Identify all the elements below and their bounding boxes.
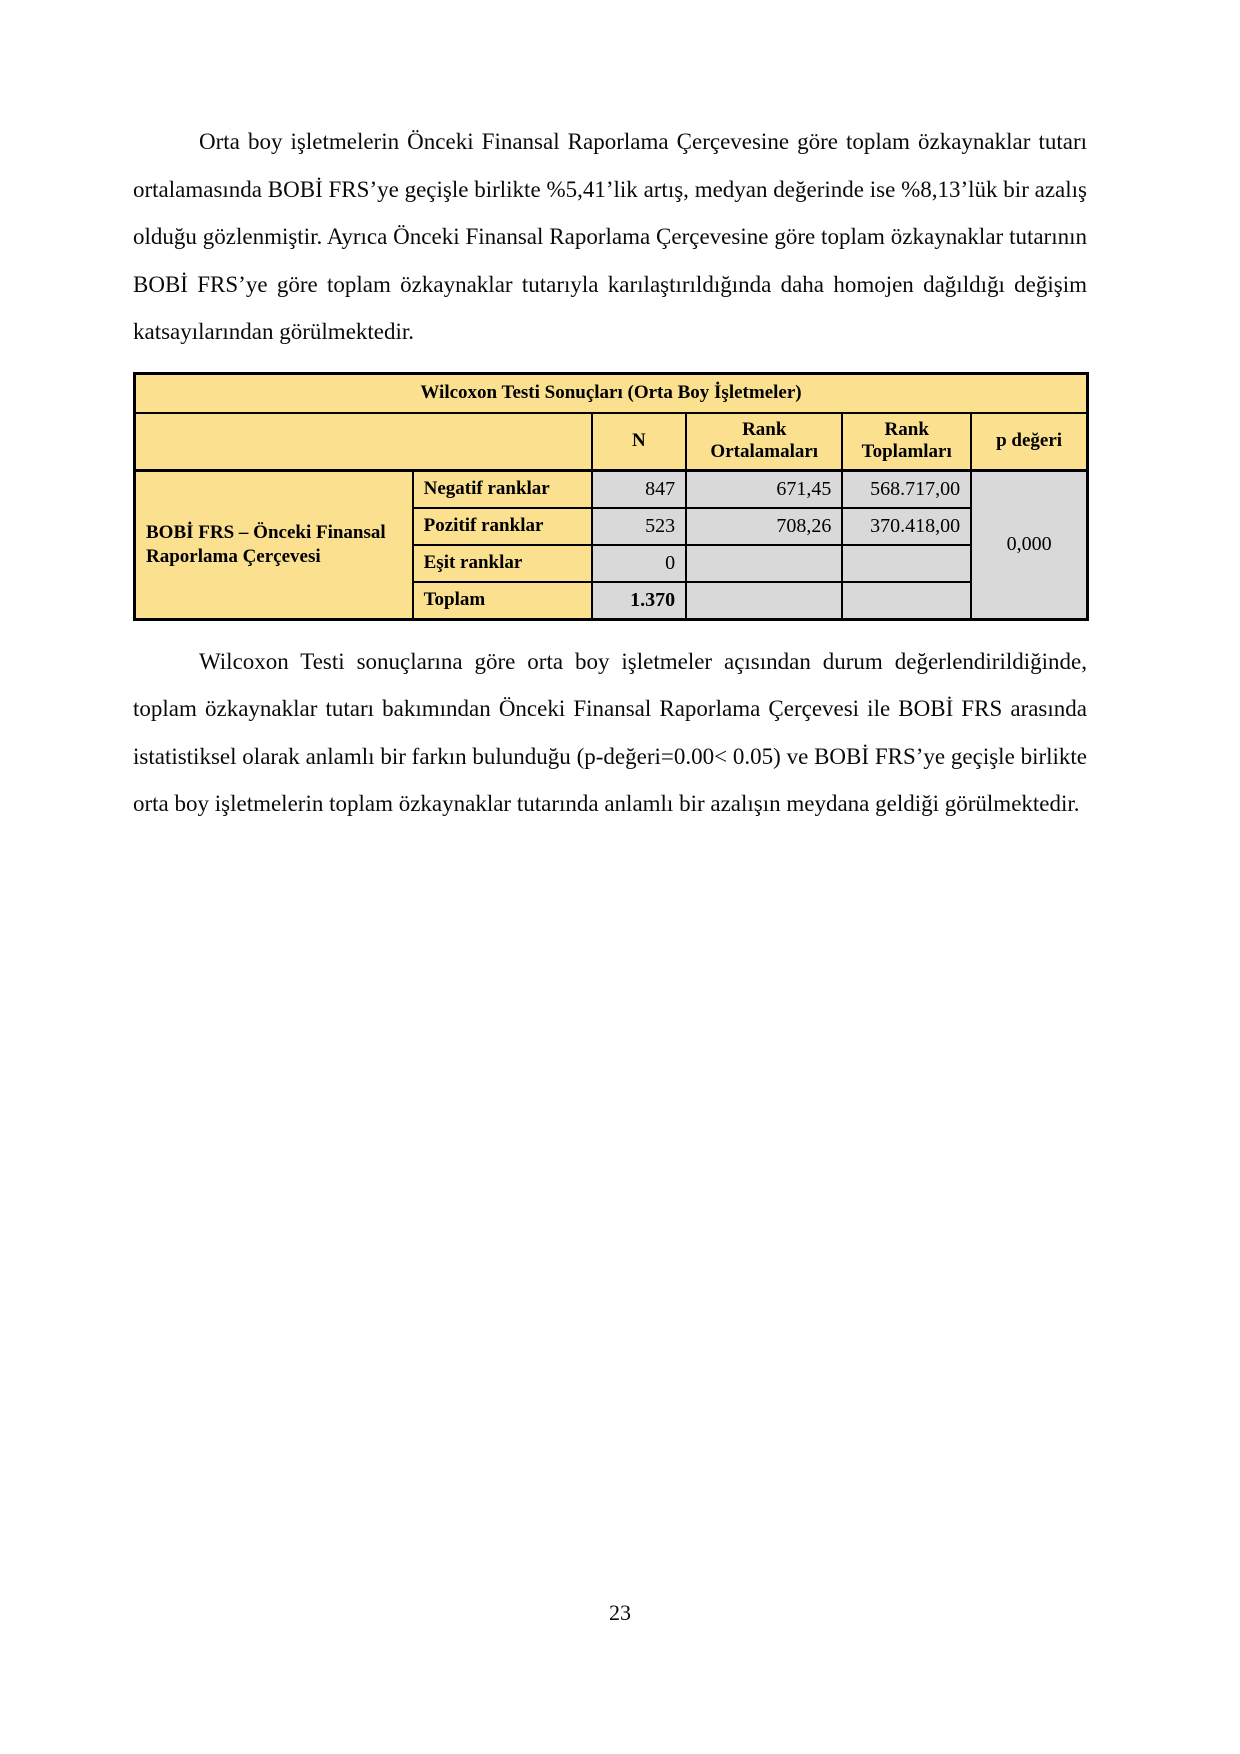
paragraph-1: Orta boy işletmelerin Önceki Finansal Raporlama Çerçevesine göre toplam özkaynaklar tutarı ortalamasında BOBİ FRS’ye geçişle birlikte %5,41’lik artış, medyan değerinde ise %8,13’lük bir azalış olduğu gözlenmiştir. Ayrıca Önceki Finansal Raporlama Çerçevesine göre toplam özkaynaklar tutarının BOBİ FRS’ye göre toplam özkaynaklar tutarıyla karılaştırıldığında daha homojen dağıldığı değişim katsayılarından görülmektedir. xyxy=(133,129,1087,344)
header-rank-means: Rank Ortalamaları xyxy=(686,413,842,471)
row-label: Toplam xyxy=(413,582,592,620)
cell-rank-mean: 708,26 xyxy=(686,508,842,545)
cell-n: 0 xyxy=(592,545,687,582)
row-label: Negatif ranklar xyxy=(413,470,592,508)
page-content xyxy=(133,118,1087,828)
row-label: Eşit ranklar xyxy=(413,545,592,582)
table-row-negative xyxy=(135,470,1088,508)
p-value-cell: 0,000 xyxy=(971,470,1087,619)
header-rank-sums: Rank Toplamları xyxy=(842,413,971,471)
paragraph-2: Wilcoxon Testi sonuçlarına göre orta boy işletmeler açısından durum değerlendirildiğinde, toplam özkaynaklar tutarı bakımından Önceki Finansal Raporlama Çerçevesi ile BOBİ FRS arasında istatistiksel olarak anlamlı bir farkın bulunduğu (p-değeri=0.00< 0.05) ve BOBİ FRS’ye geçişle birlikte orta boy işletmelerin toplam özkaynaklar tutarında anlamlı bir azalışın meydana geldiği görülmektedir. xyxy=(133,648,1087,816)
cell-n: 847 xyxy=(592,470,687,508)
page-number: 23 xyxy=(609,1600,631,1625)
header-n: N xyxy=(592,413,687,471)
cell-rank-sum: 370.418,00 xyxy=(842,508,971,545)
header-p-value: p değeri xyxy=(971,413,1087,471)
cell-rank-sum xyxy=(842,545,971,582)
cell-rank-mean: 671,45 xyxy=(686,470,842,508)
row-group-label: BOBİ FRS – Önceki Finansal Raporlama Çerçevesi xyxy=(135,470,413,619)
row-label: Pozitif ranklar xyxy=(413,508,592,545)
wilcoxon-results-table xyxy=(133,372,1089,621)
cell-n-total: 1.370 xyxy=(592,582,687,620)
table-header-row xyxy=(135,413,1088,471)
cell-rank-sum xyxy=(842,582,971,620)
cell-rank-mean xyxy=(686,582,842,620)
cell-n: 523 xyxy=(592,508,687,545)
cell-rank-mean xyxy=(686,545,842,582)
header-empty-cell xyxy=(135,413,592,471)
table-title: Wilcoxon Testi Sonuçları (Orta Boy İşletmeler) xyxy=(135,373,1088,413)
table-title-row xyxy=(135,373,1088,413)
cell-rank-sum: 568.717,00 xyxy=(842,470,971,508)
